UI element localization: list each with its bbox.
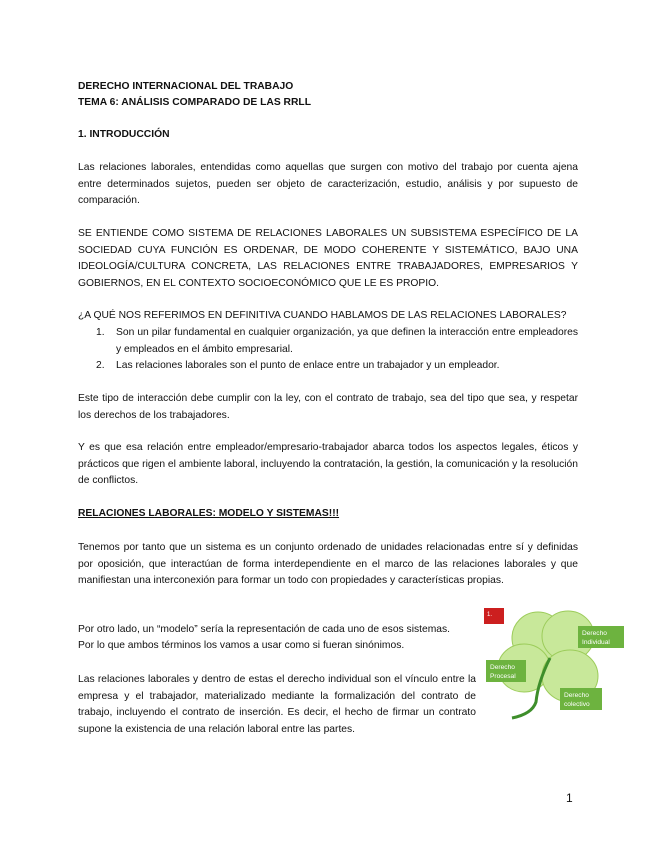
- section2-paragraph-1: Tenemos por tanto que un sistema es un conjunto ordenado de unidades relacionadas entre sí y definidas por oposición, que interactúan de forma interdependiente en el marco de las relaciones laborales y que manifiestan una interconexión para formar un todo con propiedades y características propias.: [78, 542, 578, 586]
- list-item: [96, 325, 578, 358]
- section1-paragraph-3: Este tipo de interacción debe cumplir con la ley, con el contrato de trabajo, sea del tipo que sea, y respetar los derechos de los trabajadores.: [78, 393, 578, 421]
- label-procesal-line2: Procesal: [490, 673, 516, 680]
- list-item-text: Son un pilar fundamental en cualquier organización, ya que definen la interacción entre empleadores y empleados en el ámbito empresarial.: [116, 327, 578, 355]
- section1-paragraph-2: SE ENTIENDE COMO SISTEMA DE RELACIONES LABORALES UN SUBSISTEMA ESPECÍFICO DE LA SOCIEDAD CUYA FUNCIÓN ES ORDENAR, DE MODO COHERENTE Y SISTEMÁTICO, BAJO UNA IDEOLOGÍA/CULTURA CONCRETA, LAS RELACIONES ENTRE TRABAJADORES, EMPRESARIOS Y GOBIERNOS, EN EL CONTEXTO SOCIOECONÓMICO QUE LE ES PROPIO.: [78, 228, 578, 289]
- list-item-number: 2.: [96, 360, 105, 371]
- label-individual-line2: Individual: [582, 639, 610, 646]
- list-item: [96, 358, 578, 375]
- list-item-number: 1.: [96, 327, 105, 338]
- list-item-text: Las relaciones laborales son el punto de enlace entre un trabajador y un empleador.: [116, 360, 500, 371]
- page-number: 1: [566, 791, 573, 805]
- doc-title-line2: TEMA 6: ANÁLISIS COMPARADO DE LAS RRLL: [78, 97, 312, 108]
- doc-title-line1: DERECHO INTERNACIONAL DEL TRABAJO: [78, 81, 294, 92]
- section1-paragraph-4: Y es que esa relación entre empleador/empresario-trabajador abarca todos los aspectos legales, éticos y prácticos que rigen el ambiente laboral, incluyendo la contratación, la gestión, la comunicación y la resolución de conflictos.: [78, 442, 578, 486]
- section1-list: [96, 325, 578, 375]
- red-tag-label: 1.: [487, 612, 493, 618]
- label-individual-line1: Derecho: [582, 630, 607, 637]
- label-colectivo-line1: Derecho: [564, 692, 589, 699]
- section1-paragraph-1: Las relaciones laborales, entendidas como aquellas que surgen con motivo del trabajo por cuenta ajena entre determinados sujetos, pueden ser objeto de caracterización, estudio, análisis y por supuesto de comparación.: [78, 162, 578, 206]
- label-colectivo-line2: colectivo: [564, 701, 590, 708]
- section2-heading: RELACIONES LABORALES: MODELO Y SISTEMAS!!!: [78, 508, 340, 519]
- section2-paragraph-2-line1: Por otro lado, un “modelo” sería la representación de cada uno de esos sistemas.: [78, 624, 451, 635]
- section1-heading: 1. INTRODUCCIÓN: [78, 129, 170, 140]
- clover-diagram: [478, 602, 630, 724]
- label-procesal-line1: Derecho: [490, 664, 515, 671]
- section2-paragraph-2-line2: Por lo que ambos términos los vamos a usar como si fueran sinónimos.: [78, 640, 405, 651]
- section2-paragraph-3: Las relaciones laborales y dentro de estas el derecho individual son el vínculo entre la empresa y el trabajador, materializado mediante la formalización del contrato de trabajo, incluyendo el contrato de inserción. Es decir, el hecho de firmar un contrato supone la existencia de una relación laboral entre las partes.: [78, 674, 476, 735]
- section1-question: ¿A QUÉ NOS REFERIMOS EN DEFINITIVA CUANDO HABLAMOS DE LAS RELACIONES LABORALES?: [78, 310, 567, 321]
